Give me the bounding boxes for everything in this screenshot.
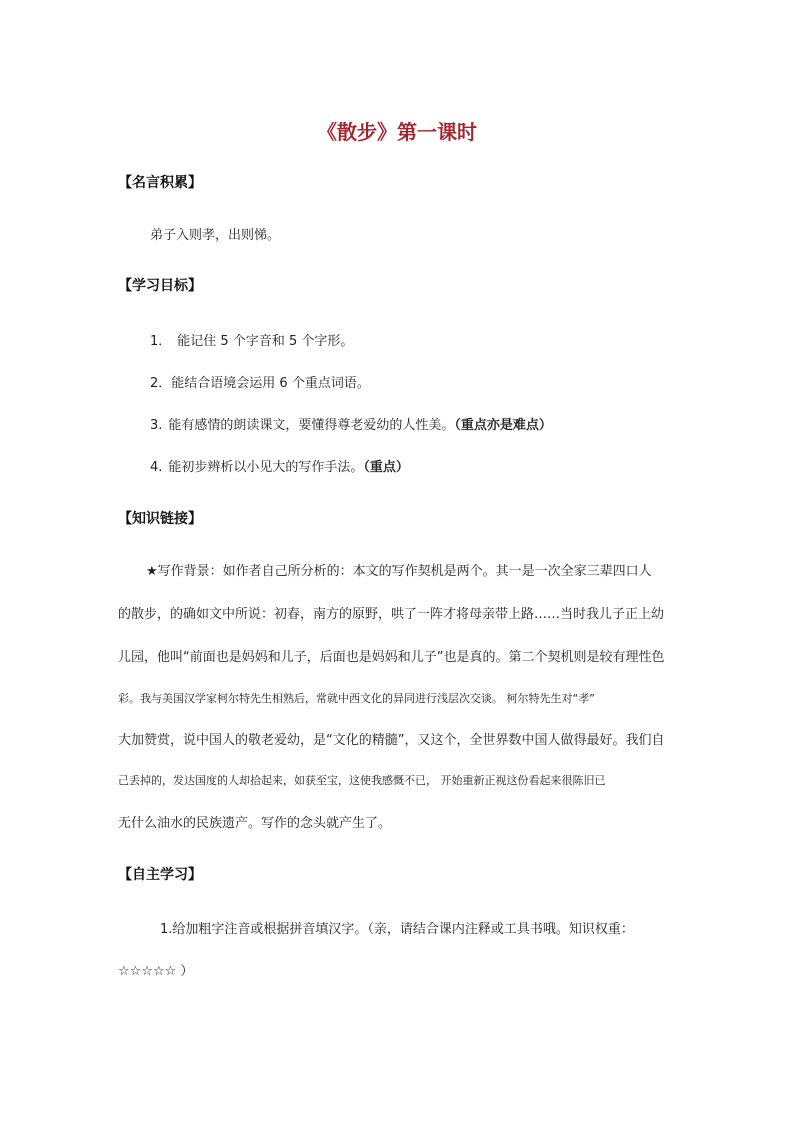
goal-item [150, 330, 353, 349]
knowledge-line: 大加赞赏，说中国人的敬老爱幼，是“文化的精髓”，又这个，全世界数中国人做得最好。我们自 [118, 733, 665, 748]
self-study-heading: 【自主学习】 [118, 867, 202, 883]
knowledge-line: 儿园，他叫“前面也是妈妈和儿子，后面也是妈妈和儿子”也是真的。第二个契机则是较有理性色 [118, 650, 665, 665]
goal-item [150, 372, 370, 391]
goal-text: 能结合语境会运用 6 个重点词语。 [171, 376, 370, 391]
goal-number: 1． [150, 334, 172, 349]
quote-heading: 【名言积累】 [118, 175, 202, 191]
knowledge-line: 无什么油水的民族遗产。写作的念头就产生了。 [118, 816, 392, 831]
goal-number: 3. [150, 418, 163, 433]
self-study-instruction: 1.给加粗字注音或根据拼音填汉字。（亲，请结合课内注释或工具书哦。知识权重： [160, 922, 634, 937]
knowledge-line: 的散步，的确如文中所说：初春，南方的原野，哄了一阵才将母亲带上路……当时我儿子正上幼 [118, 607, 665, 622]
knowledge-line: 彩。我与美国汉学家柯尔特先生相熟后，常就中西文化的异同进行浅层次交谈。 柯尔特先生对“孝” [118, 692, 595, 705]
goal-emphasis: （重点） [363, 460, 409, 475]
knowledge-weight-stars: ☆☆☆☆☆ ） [118, 964, 194, 979]
goals-heading: 【学习目标】 [118, 278, 202, 294]
goal-item [150, 414, 552, 433]
goal-text: 能记住 5 个字音和 5 个字形。 [177, 334, 354, 349]
goal-number: 2． [150, 376, 172, 391]
knowledge-line: ★写作背景：如作者自己所分析的：本文的写作契机是两个。其一是一次全家三辈四口人 [146, 564, 652, 579]
goal-emphasis: （重点亦是难点） [454, 418, 552, 433]
goal-item [150, 456, 409, 475]
quote-text: 弟子入则孝，出则悌。 [150, 228, 281, 243]
knowledge-line: 己丢掉的，发达国度的人却拾起来，如获至宝，这使我感慨不已， 开始重新正视这份看起来很陈旧已 [118, 774, 606, 787]
document-title: 《散步》第一课时 [317, 120, 477, 144]
goal-text: 能初步辨析以小见大的写作手法。 [168, 460, 364, 475]
goal-number: 4. [150, 460, 163, 475]
knowledge-heading: 【知识链接】 [118, 511, 202, 527]
goal-text: 能有感情的朗读课文，要懂得尊老爱幼的人性美。 [168, 418, 455, 433]
